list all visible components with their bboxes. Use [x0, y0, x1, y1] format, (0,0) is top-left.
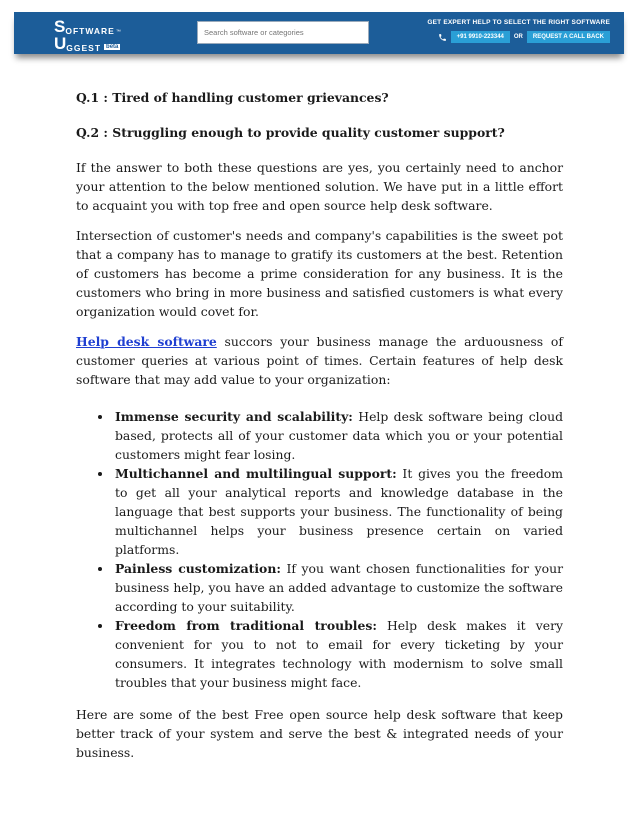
- paragraph-closing: Here are some of the best Free open source help desk software that keep better track of your system and serve the best & integrated needs of your business.: [76, 707, 563, 760]
- list-item: [113, 559, 563, 616]
- feature-term: Freedom from traditional troubles:: [115, 618, 377, 633]
- feature-term: Multichannel and multilingual support:: [115, 466, 397, 481]
- paragraph-intro: If the answer to both these questions are yes, you certainly need to anchor your attention to the below mentioned solution. We have put in a little effort to acquaint you with top free and open source help desk software.: [76, 160, 563, 213]
- phone-icon: [438, 33, 447, 42]
- paragraph-help-desk: [76, 332, 563, 389]
- list-item: [113, 407, 563, 464]
- logo-trademark: ™: [115, 29, 121, 35]
- or-separator: OR: [513, 34, 523, 40]
- paragraph-help-desk-text: succors your business manage the arduousness of customer queries at various point of times. Certain features of help desk software that may add value to your organization:: [76, 334, 563, 387]
- expert-help-panel: [427, 19, 610, 43]
- feature-description: Help desk software being cloud based, protects all of your customer data which you or your potential customers might fear losing.: [115, 409, 564, 462]
- feature-description: It gives you the freedom to get all your analytical reports and knowledge database in the language that best supports your business. The functionality of being multichannel helps your business presence certain on varied platforms.: [115, 466, 564, 557]
- softwaresuggest-logo[interactable]: [54, 18, 121, 52]
- question-1: Q.1 : Tired of handling customer grievances?: [76, 90, 389, 105]
- request-callback-button[interactable]: REQUEST A CALL BACK: [527, 31, 610, 43]
- feature-description: If you want chosen functionalities for your business help, you have an added advantage to customize the software according to your suitability.: [115, 561, 564, 614]
- feature-term: Immense security and scalability:: [115, 409, 353, 424]
- paragraph-retention: Intersection of customer's needs and company's capabilities is the sweet pot that a company has to manage to gratify its customers at the best. Retention of customers has become a prime consideration for any business. It is the customers who bring in more business and satisfied customers is what every organization would covet for.: [76, 228, 563, 319]
- feature-list: [76, 407, 563, 692]
- logo-letter-s: S: [54, 17, 66, 36]
- list-item: [113, 464, 563, 559]
- feature-description: Help desk makes it very convenient for you to not to email for every ticketing by your consumers. It integrates technology with modernism to solve small troubles that your business might face.: [115, 618, 563, 690]
- help-desk-software-link[interactable]: Help desk software: [76, 334, 217, 349]
- search-input[interactable]: [197, 21, 369, 44]
- feature-term: Painless customization:: [115, 561, 281, 576]
- logo-word-top: OFTWARE: [65, 25, 115, 36]
- expert-help-title: GET EXPERT HELP TO SELECT THE RIGHT SOFTWARE: [427, 19, 610, 26]
- header-banner: [14, 12, 624, 54]
- article-body: [76, 88, 563, 773]
- contact-row: [427, 31, 610, 43]
- logo-letter-u: U: [54, 34, 67, 53]
- phone-number-button[interactable]: +91 9910-223344: [451, 31, 510, 43]
- list-item: [113, 616, 563, 692]
- question-2: Q.2 : Struggling enough to provide quality customer support?: [76, 125, 505, 140]
- logo-beta-badge: beta: [106, 44, 119, 50]
- logo-word-bottom: GGEST: [66, 42, 102, 53]
